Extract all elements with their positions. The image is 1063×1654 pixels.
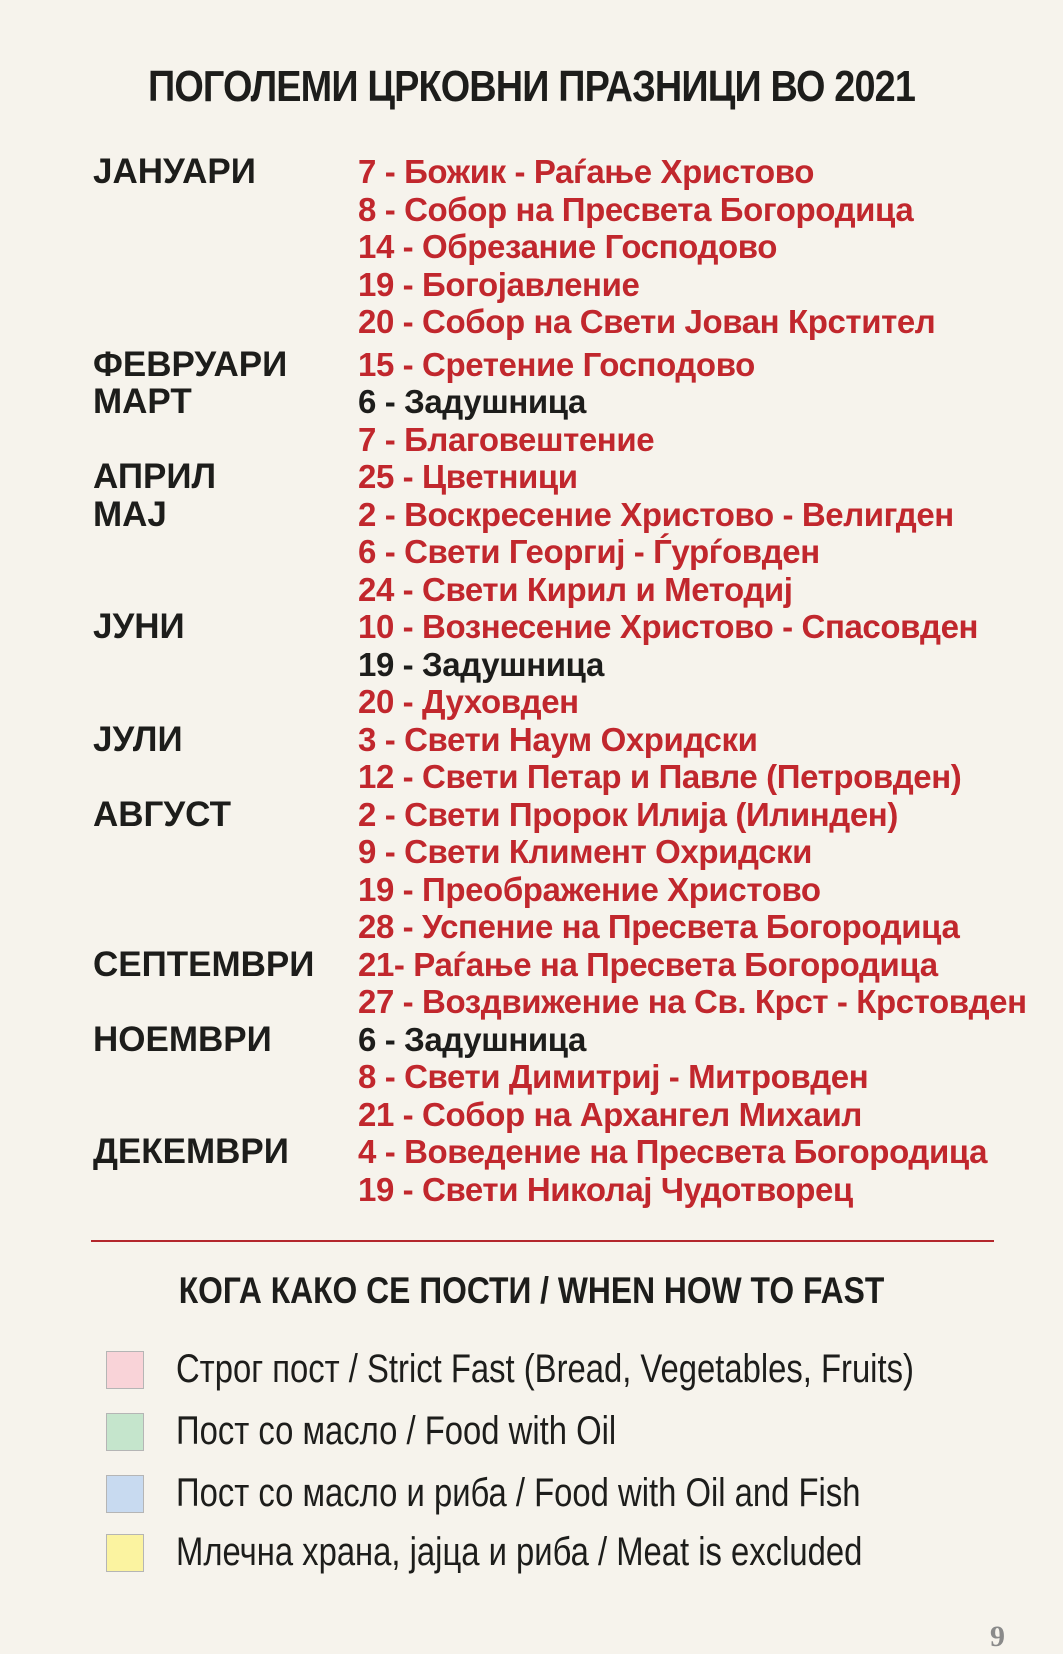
- feast-entry: 19 - Задушница: [358, 645, 604, 683]
- month-label: НОЕМВРИ: [93, 1019, 272, 1059]
- feast-entry: 8 - Собор на Пресвета Богородица: [358, 190, 914, 228]
- feast-entry: 27 - Воздвижение на Св. Крст - Крстовден: [358, 983, 1027, 1020]
- feast-entry: 6 - Задушница: [358, 383, 586, 420]
- feast-entry: 6 - Свети Георгиј - Ѓурѓовден: [358, 533, 820, 570]
- feast-entry: 3 - Свети Наум Охридски: [358, 720, 758, 758]
- feast-entry: 15 - Сретение Господово: [358, 345, 755, 383]
- legend-title: КОГА КАКО СЕ ПОСТИ / WHEN HOW TO FAST: [178, 1270, 885, 1311]
- month-label: ЈУЛИ: [93, 719, 183, 759]
- legend-label: Строг пост / Strict Fast (Bread, Vegetables, Fruits): [176, 1347, 914, 1391]
- page-number: 9: [990, 1620, 1005, 1653]
- legend-label: Пост со масло и риба / Food with Oil and Fish: [176, 1471, 861, 1515]
- month-label: ЈУНИ: [93, 607, 185, 646]
- divider: [91, 1240, 994, 1242]
- feast-entry: 7 - Божик - Раѓање Христово: [358, 153, 815, 190]
- month-label: МАРТ: [93, 382, 192, 421]
- feast-entry: 4 - Воведение на Пресвета Богородица: [358, 1133, 988, 1170]
- month-label: МАЈ: [93, 494, 167, 534]
- page-title: ПОГОЛЕМИ ЦРКОВНИ ПРАЗНИЦИ ВО 2021: [147, 62, 916, 111]
- month-label: ЈАНУАРИ: [93, 152, 256, 191]
- legend-label: Пост со масло / Food with Oil: [176, 1409, 617, 1453]
- feast-entry: 6 - Задушница: [358, 1020, 586, 1058]
- legend-item-oil-fish: [106, 1469, 986, 1517]
- feast-entry: 19 - Богојавление: [358, 265, 640, 303]
- legend-swatch: [106, 1534, 144, 1572]
- feast-entry: 20 - Собор на Свети Јован Крстител: [358, 303, 936, 340]
- feast-entry: 10 - Вознесение Христово - Спасовден: [358, 608, 979, 645]
- legend-label: Млечна храна, јајца и риба / Meat is excluded: [176, 1530, 863, 1574]
- feast-entry: 8 - Свети Димитриј - Митровден: [358, 1058, 869, 1095]
- feast-entry: 21- Раѓање на Пресвета Богородица: [358, 945, 938, 983]
- feast-entry: 20 - Духовден: [358, 683, 579, 720]
- legend-item-dairy: [106, 1528, 986, 1576]
- month-label: АПРИЛ: [93, 457, 217, 496]
- feast-entry: 21 - Собор на Архангел Михаил: [358, 1095, 862, 1133]
- feast-entry: 24 - Свети Кирил и Методиј: [358, 570, 793, 608]
- legend-item-strict-fast: [106, 1345, 986, 1393]
- month-label: СЕПТЕМВРИ: [93, 944, 315, 984]
- legend-item-oil: [106, 1407, 986, 1455]
- month-label: ДЕКЕМВРИ: [93, 1132, 289, 1171]
- legend-swatch: [106, 1351, 144, 1389]
- feast-entry: 19 - Свети Николај Чудотворец: [358, 1170, 853, 1208]
- legend-swatch: [106, 1475, 144, 1513]
- month-label: АВГУСТ: [93, 794, 231, 834]
- feast-entry: 19 - Преображение Христово: [358, 870, 821, 908]
- feast-entry: 2 - Воскресение Христово - Велигден: [358, 495, 954, 533]
- feast-entry: 14 - Обрезание Господово: [358, 228, 777, 265]
- feast-entry: 7 - Благовештение: [358, 420, 655, 458]
- feast-entry: 28 - Успение на Пресвета Богородица: [358, 908, 960, 945]
- feast-entry: 12 - Свети Петар и Павле (Петровден): [358, 758, 962, 795]
- month-label: ФЕВРУАРИ: [93, 344, 288, 384]
- feast-entry: 2 - Свети Пророк Илија (Илинден): [358, 795, 898, 833]
- legend-swatch: [106, 1413, 144, 1451]
- feast-entry: 9 - Свети Климент Охридски: [358, 833, 813, 870]
- feast-entry: 25 - Цветници: [358, 458, 578, 495]
